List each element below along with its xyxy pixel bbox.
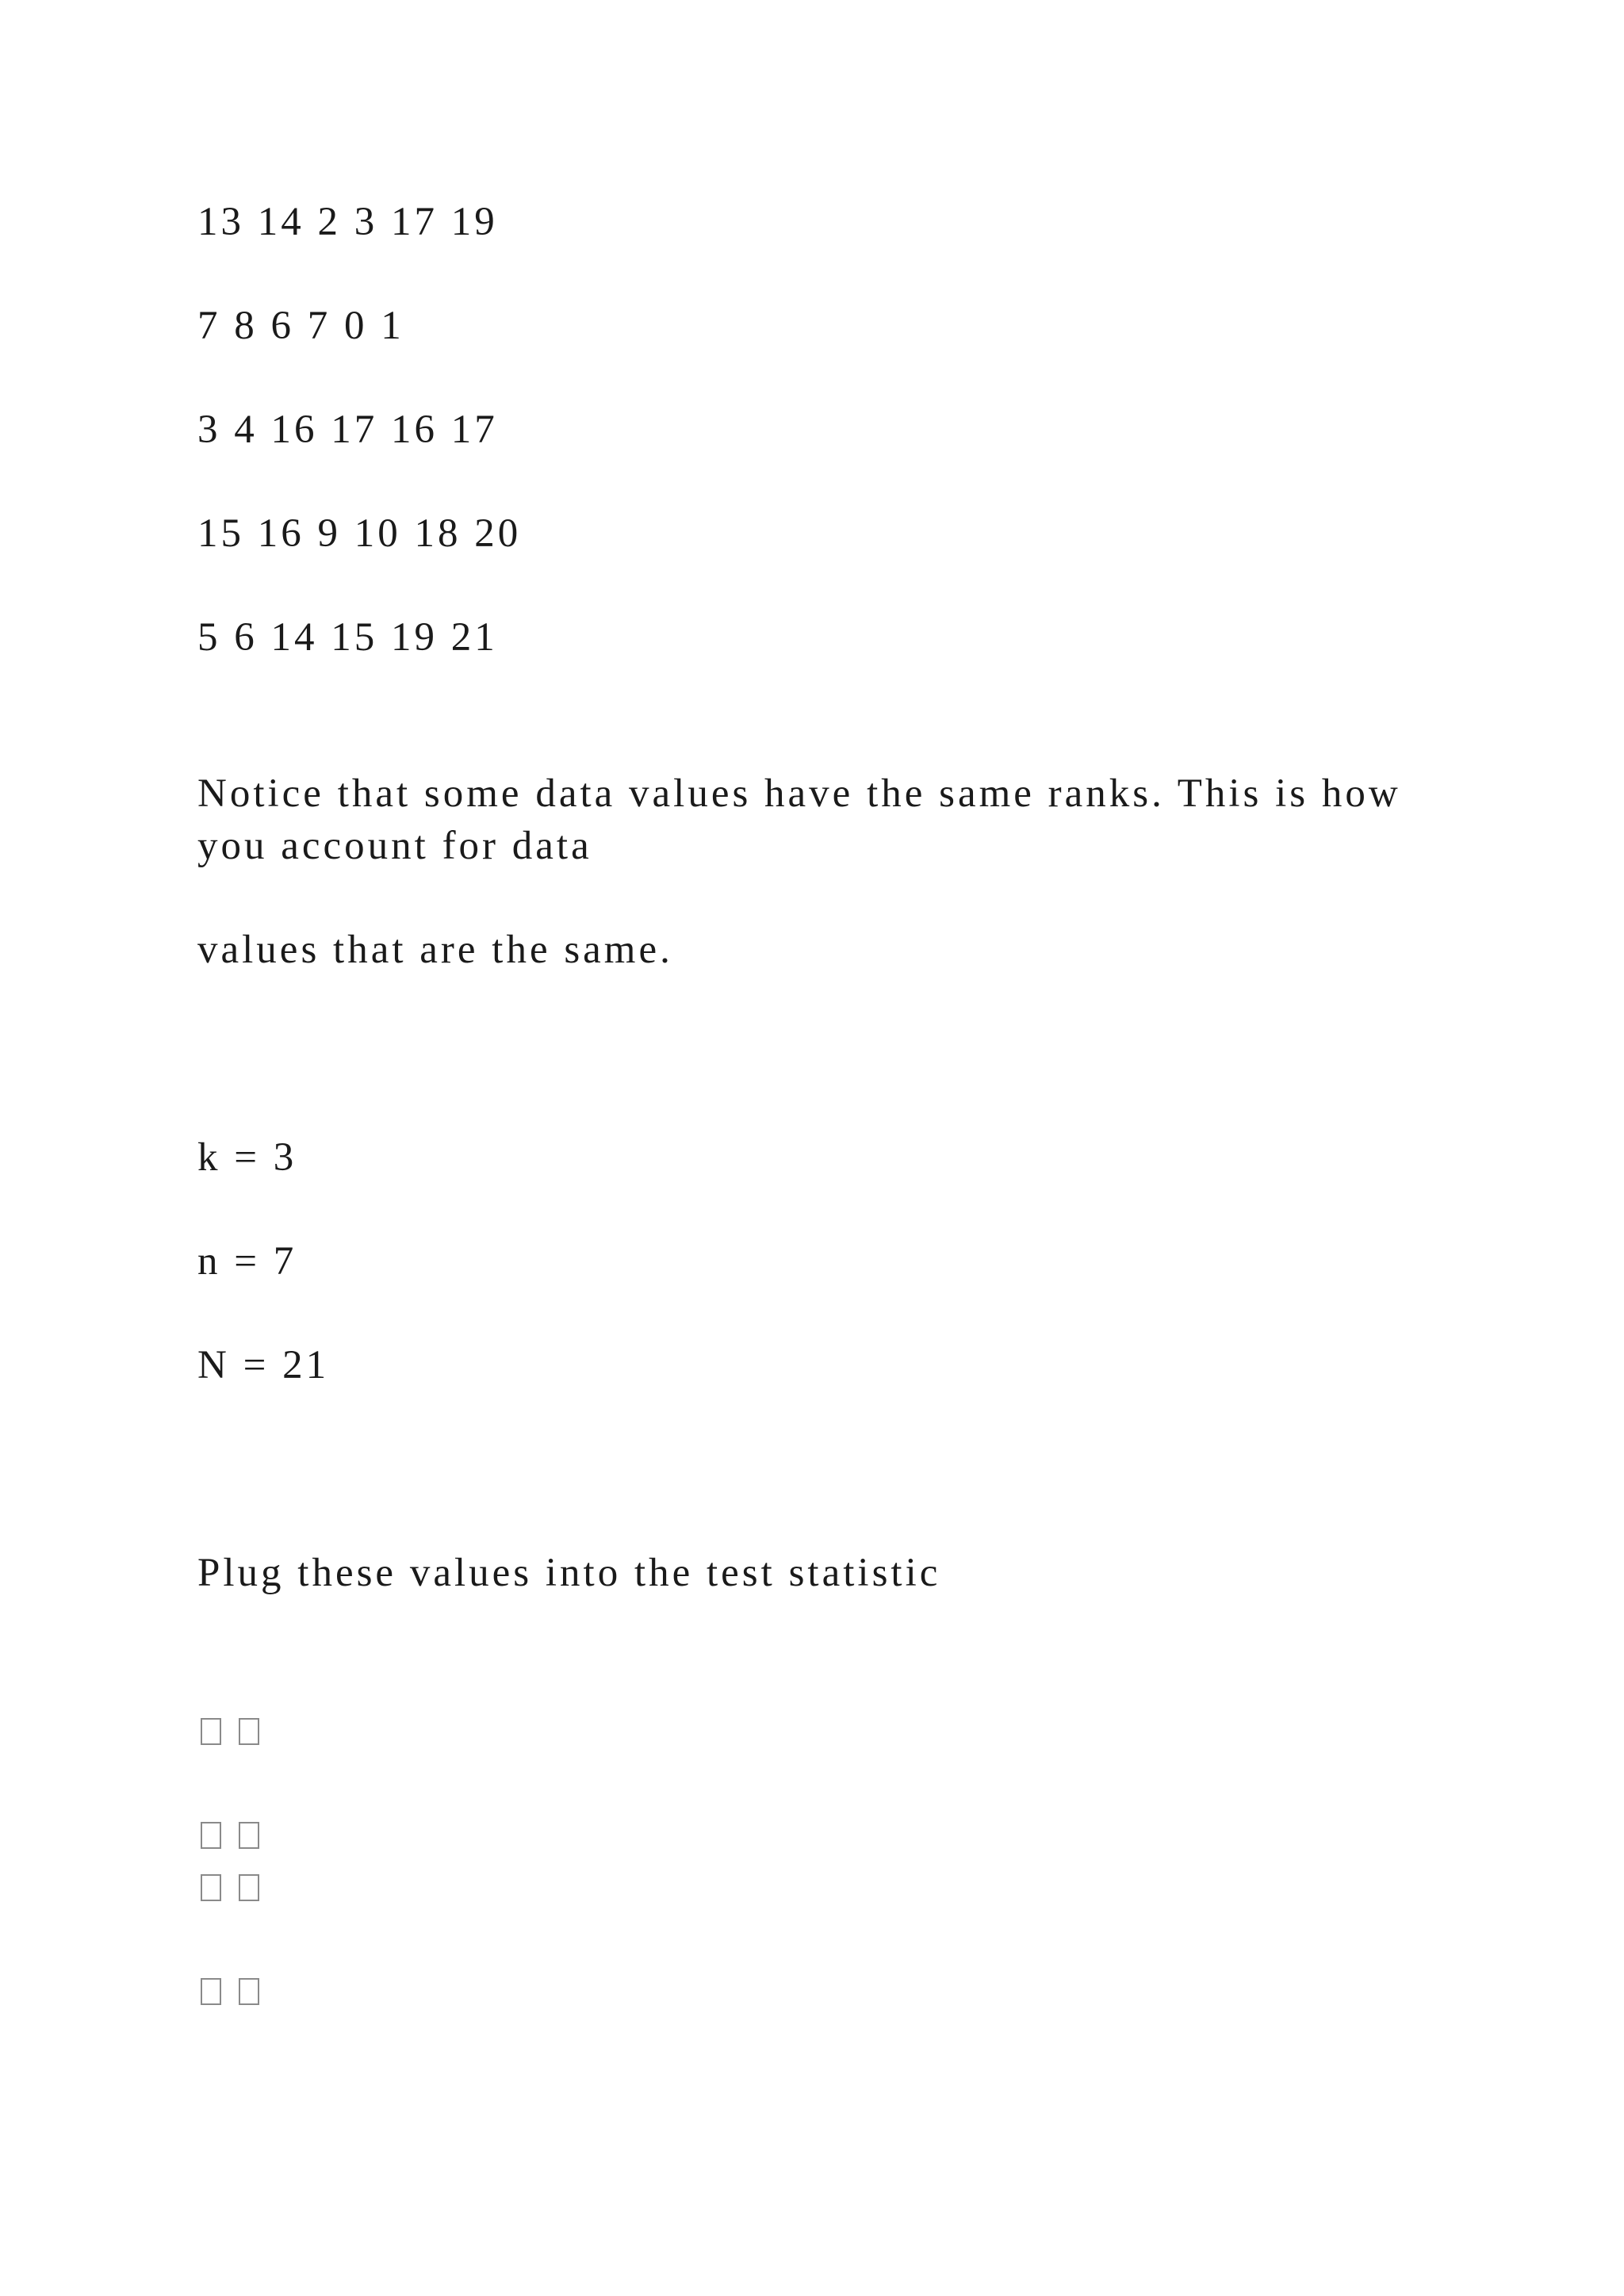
missing-glyph-icon xyxy=(201,1874,221,1901)
rank-row-4: 15 16 9 10 18 20 xyxy=(197,511,522,556)
missing-glyph-icon xyxy=(201,1718,221,1745)
missing-glyph-row-1 xyxy=(201,1718,259,1745)
rank-row-1: 13 14 2 3 17 19 xyxy=(197,200,498,244)
note-line-3: values that are the same. xyxy=(197,928,673,972)
variable-n: n = 7 xyxy=(197,1239,297,1284)
variable-N: N = 21 xyxy=(197,1343,330,1387)
missing-glyph-icon xyxy=(239,1978,259,2005)
missing-glyph-icon xyxy=(201,1978,221,2005)
missing-glyph-row-4 xyxy=(201,1978,259,2005)
missing-glyph-row-2 xyxy=(201,1822,259,1849)
note-line-2: you account for data xyxy=(197,824,592,868)
missing-glyph-icon xyxy=(239,1718,259,1745)
variable-k: k = 3 xyxy=(197,1135,297,1180)
note-line-1: Notice that some data values have the same ranks. This is how xyxy=(197,771,1401,816)
rank-row-2: 7 8 6 7 0 1 xyxy=(197,304,404,348)
rank-row-3: 3 4 16 17 16 17 xyxy=(197,408,498,452)
missing-glyph-row-3 xyxy=(201,1874,259,1901)
rank-row-5: 5 6 14 15 19 21 xyxy=(197,615,498,660)
instruction-text: Plug these values into the test statistic xyxy=(197,1551,941,1595)
missing-glyph-icon xyxy=(239,1874,259,1901)
missing-glyph-icon xyxy=(239,1822,259,1849)
missing-glyph-icon xyxy=(201,1822,221,1849)
